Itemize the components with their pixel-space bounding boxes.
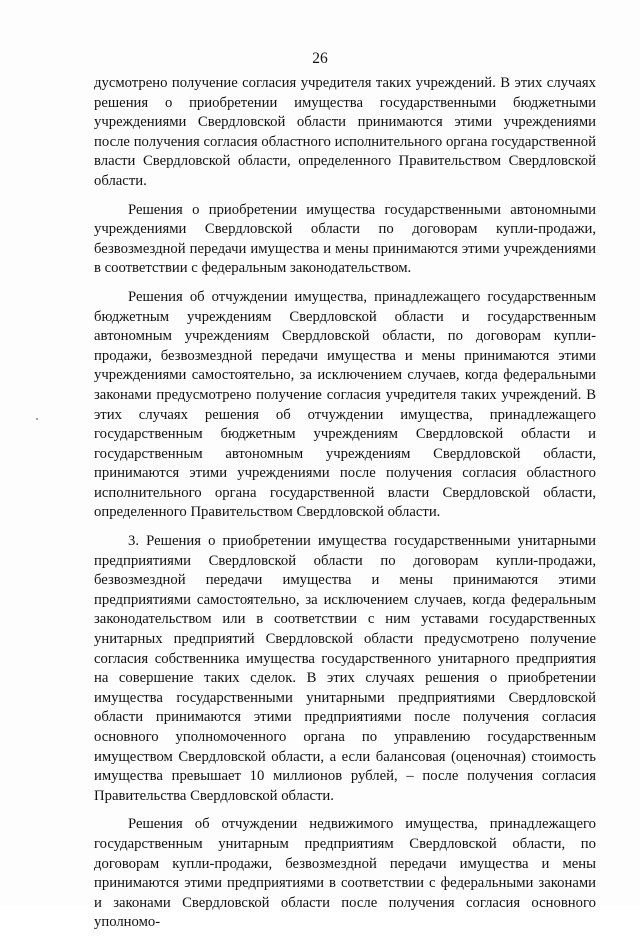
paragraph-continuation: дусмотрено получение согласия учредителя таких учреждений. В этих случаях решения о приобретении имущества государственными бюджетными учреждениями Свердловской области принимаются этими учреждениями после получения согласия областного исполнительного органа государственной власти Свердловской области, определенного Правительством Свердловской области. (94, 75, 596, 189)
page-number: 26 (312, 50, 328, 67)
scan-speck (36, 418, 38, 420)
paragraph-section-3: 3. Решения о приобретении имущества государственными унитарными предприятиями Свердловской области по договорам купли-продажи, безвозмездной передачи имущества и мены принимаются этими предприятиями самостоятельно, за исключением случаев, когда федеральным законодательством или в соответствии с ним уставами государственных унитарных предприятий Свердловской области предусмотрено получение согласия собственника имущества государственного унитарного предприятия на совершение таких сделок. В этих случаях решения о приобретении имущества государственными унитарными предприятиями Свердловской области принимаются этими предприятиями после получения согласия основного уполномоченного органа по управлению государственным имуществом Свердловской области, а если балансовая (оценочная) стоимость имущества превышает 10 миллионов рублей, – после получения согласия Правительства Свердловской области. (94, 533, 596, 804)
document-body (94, 74, 596, 942)
paragraph-alienation-real-estate: Решения об отчуждении недвижимого имущества, принадлежащего государственным унитарным предприятиям Свердловской области, по договорам купли-продажи, безвозмездной передачи имущества и мены принимаются этими предприятиями в соответствии с федеральными законами и законами Свердловской области после получения согласия основного уполномо- (94, 816, 596, 931)
paragraph-autonomous-acquisition: Решения о приобретении имущества государственными автономными учреждениями Свердловской области по договорам купли-продажи, безвозмездной передачи имущества и мены принимаются этими учреждениями в соответствии с федеральным законодательством. (94, 201, 596, 277)
paragraph-alienation-institutions: Решения об отчуждении имущества, принадлежащего государственным бюджетным учреждениям Свердловской области и государственным автономным учреждениям Свердловской области, по договорам купли-продажи, безвозмездной передачи имущества и мены принимаются этими учреждениями самостоятельно, за исключением случаев, когда федеральными законами предусмотрено получение согласия учредителя таких учреждений. В этих случаях решения об отчуждении имущества, принадлежащего государственным бюджетным учреждениям Свердловской области и государственным автономным учреждениям Свердловской области, принимаются этими учреждениями после получения согласия областного исполнительного органа государственной власти Свердловской области, определенного Правительством Свердловской области. (94, 288, 596, 521)
